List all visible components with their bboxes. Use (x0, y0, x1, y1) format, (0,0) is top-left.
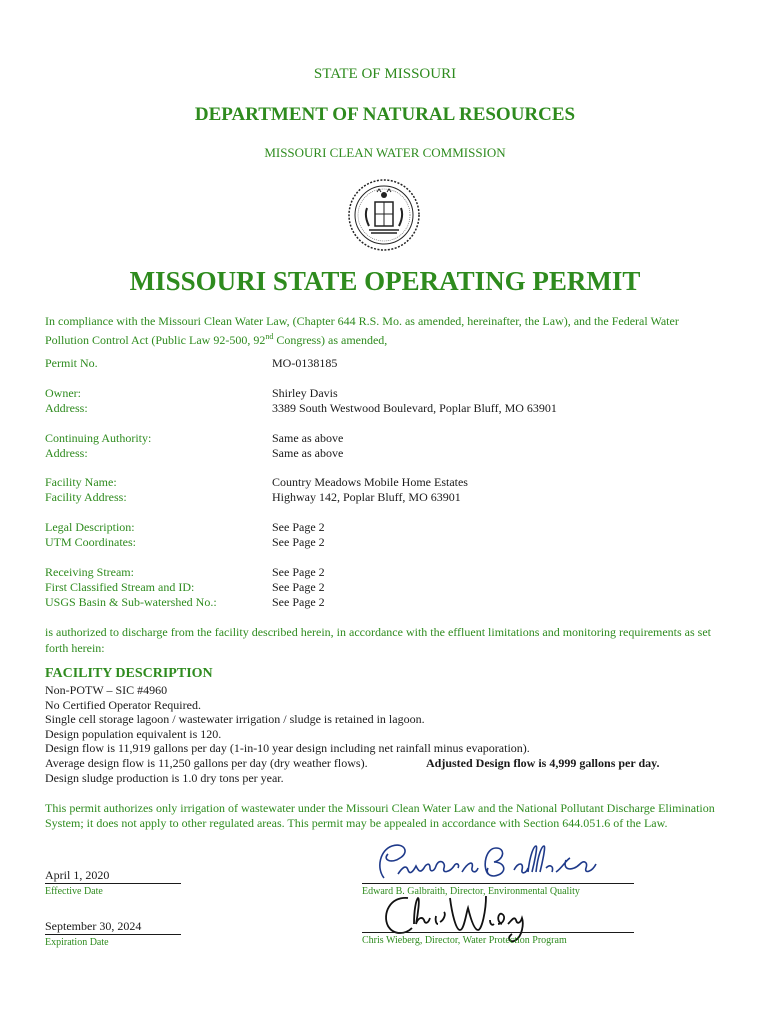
legal-description-label: Legal Description: (45, 520, 135, 534)
facility-description-line: Design flow is 11,919 gallons per day (1-in-10 year design including net rainfall minus evaporation). (45, 741, 530, 756)
intro-paragraph (45, 314, 725, 348)
facility-address-label: Facility Address: (45, 490, 127, 504)
adjusted-design-flow: Adjusted Design flow is 4,999 gallons per day. (426, 755, 660, 770)
state-seal-icon (347, 178, 421, 252)
facility-description-line: Design population equivalent is 120. (45, 726, 222, 741)
facility-description-line: Single cell storage lagoon / wastewater irrigation / sludge is retained in lagoon. (45, 712, 425, 727)
facility-description-line-flow (45, 756, 725, 771)
commission-heading: MISSOURI CLEAN WATER COMMISSION (264, 145, 506, 160)
facility-description-line: Non-POTW – SIC #4960 (45, 683, 168, 697)
receiving-stream-value: See Page 2 (272, 565, 325, 579)
state-heading: STATE OF MISSOURI (313, 66, 457, 82)
legal-description-value: See Page 2 (272, 520, 325, 534)
authorized-paragraph: is authorized to discharge from the facility described herein, in accordance with the effluent limitations and monitoring requirements as set forth herein: (45, 625, 712, 655)
facility-name-value: Country Meadows Mobile Home Estates (272, 475, 468, 489)
director1-signature-line (362, 883, 634, 884)
usgs-basin-value: See Page 2 (272, 595, 325, 609)
authorizes-paragraph: This permit authorizes only irrigation of wastewater under the Missouri Clean Water Law and the National Pollutant Discharge Elimination System; it does not apply to other regulated areas. This permit may be appealed in accordance with Section 644.051.6 of the Law. (45, 801, 715, 830)
expiration-date-value: September 30, 2024 (45, 919, 181, 935)
director2-caption: Chris Wieberg, Director, Water Protection Program (362, 935, 567, 946)
average-design-flow: Average design flow is 11,250 gallons per day (dry weather flows). (45, 755, 368, 770)
effective-date-block (45, 868, 181, 897)
facility-description-line: Design sludge production is 1.0 dry tons per year. (45, 770, 284, 785)
director2-block (362, 932, 634, 946)
effective-date-caption: Effective Date (45, 886, 103, 897)
permit-title: MISSOURI STATE OPERATING PERMIT (129, 266, 641, 296)
utm-coordinates-value: See Page 2 (272, 535, 325, 549)
intro-superscript: nd (265, 332, 274, 341)
department-heading: DEPARTMENT OF NATURAL RESOURCES (194, 104, 576, 125)
owner-value: Shirley Davis (272, 386, 338, 400)
facility-name-label: Facility Name: (45, 475, 117, 489)
continuing-authority-value: Same as above (272, 431, 344, 445)
owner-address-label: Address: (45, 401, 88, 415)
expiration-date-caption: Expiration Date (45, 937, 109, 948)
owner-address-value: 3389 South Westwood Boulevard, Poplar Bluff, MO 63901 (272, 401, 557, 415)
facility-description-line: No Certified Operator Required. (45, 697, 201, 712)
galbraith-signature (370, 838, 600, 886)
owner-label: Owner: (45, 386, 81, 400)
continuing-authority-label: Continuing Authority: (45, 431, 152, 445)
director2-signature-line (362, 932, 634, 933)
intro-text-part1: In compliance with the Missouri Clean Water Law, (Chapter 644 R.S. Mo. as amended, hereinafter, the Law), and the Federal Water Pollution Control Act (Public Law 92-500, 92 (45, 314, 679, 347)
first-classified-stream-value: See Page 2 (272, 580, 325, 594)
expiration-date-block (45, 919, 181, 948)
first-classified-stream-label: First Classified Stream and ID: (45, 580, 195, 594)
facility-description-body (45, 683, 725, 785)
continuing-address-value: Same as above (272, 446, 344, 460)
utm-coordinates-label: UTM Coordinates: (45, 535, 136, 549)
permit-number-value: MO-0138185 (272, 356, 338, 370)
director1-caption: Edward B. Galbraith, Director, Environmental Quality (362, 886, 580, 897)
facility-description-heading: FACILITY DESCRIPTION (45, 666, 213, 681)
effective-date-value: April 1, 2020 (45, 868, 181, 884)
intro-text-part2: Congress) as amended, (273, 333, 388, 347)
permit-number-label: Permit No. (45, 356, 98, 370)
continuing-address-label: Address: (45, 446, 88, 460)
facility-address-value: Highway 142, Poplar Bluff, MO 63901 (272, 490, 461, 504)
usgs-basin-label: USGS Basin & Sub-watershed No.: (45, 595, 217, 609)
receiving-stream-label: Receiving Stream: (45, 565, 134, 579)
